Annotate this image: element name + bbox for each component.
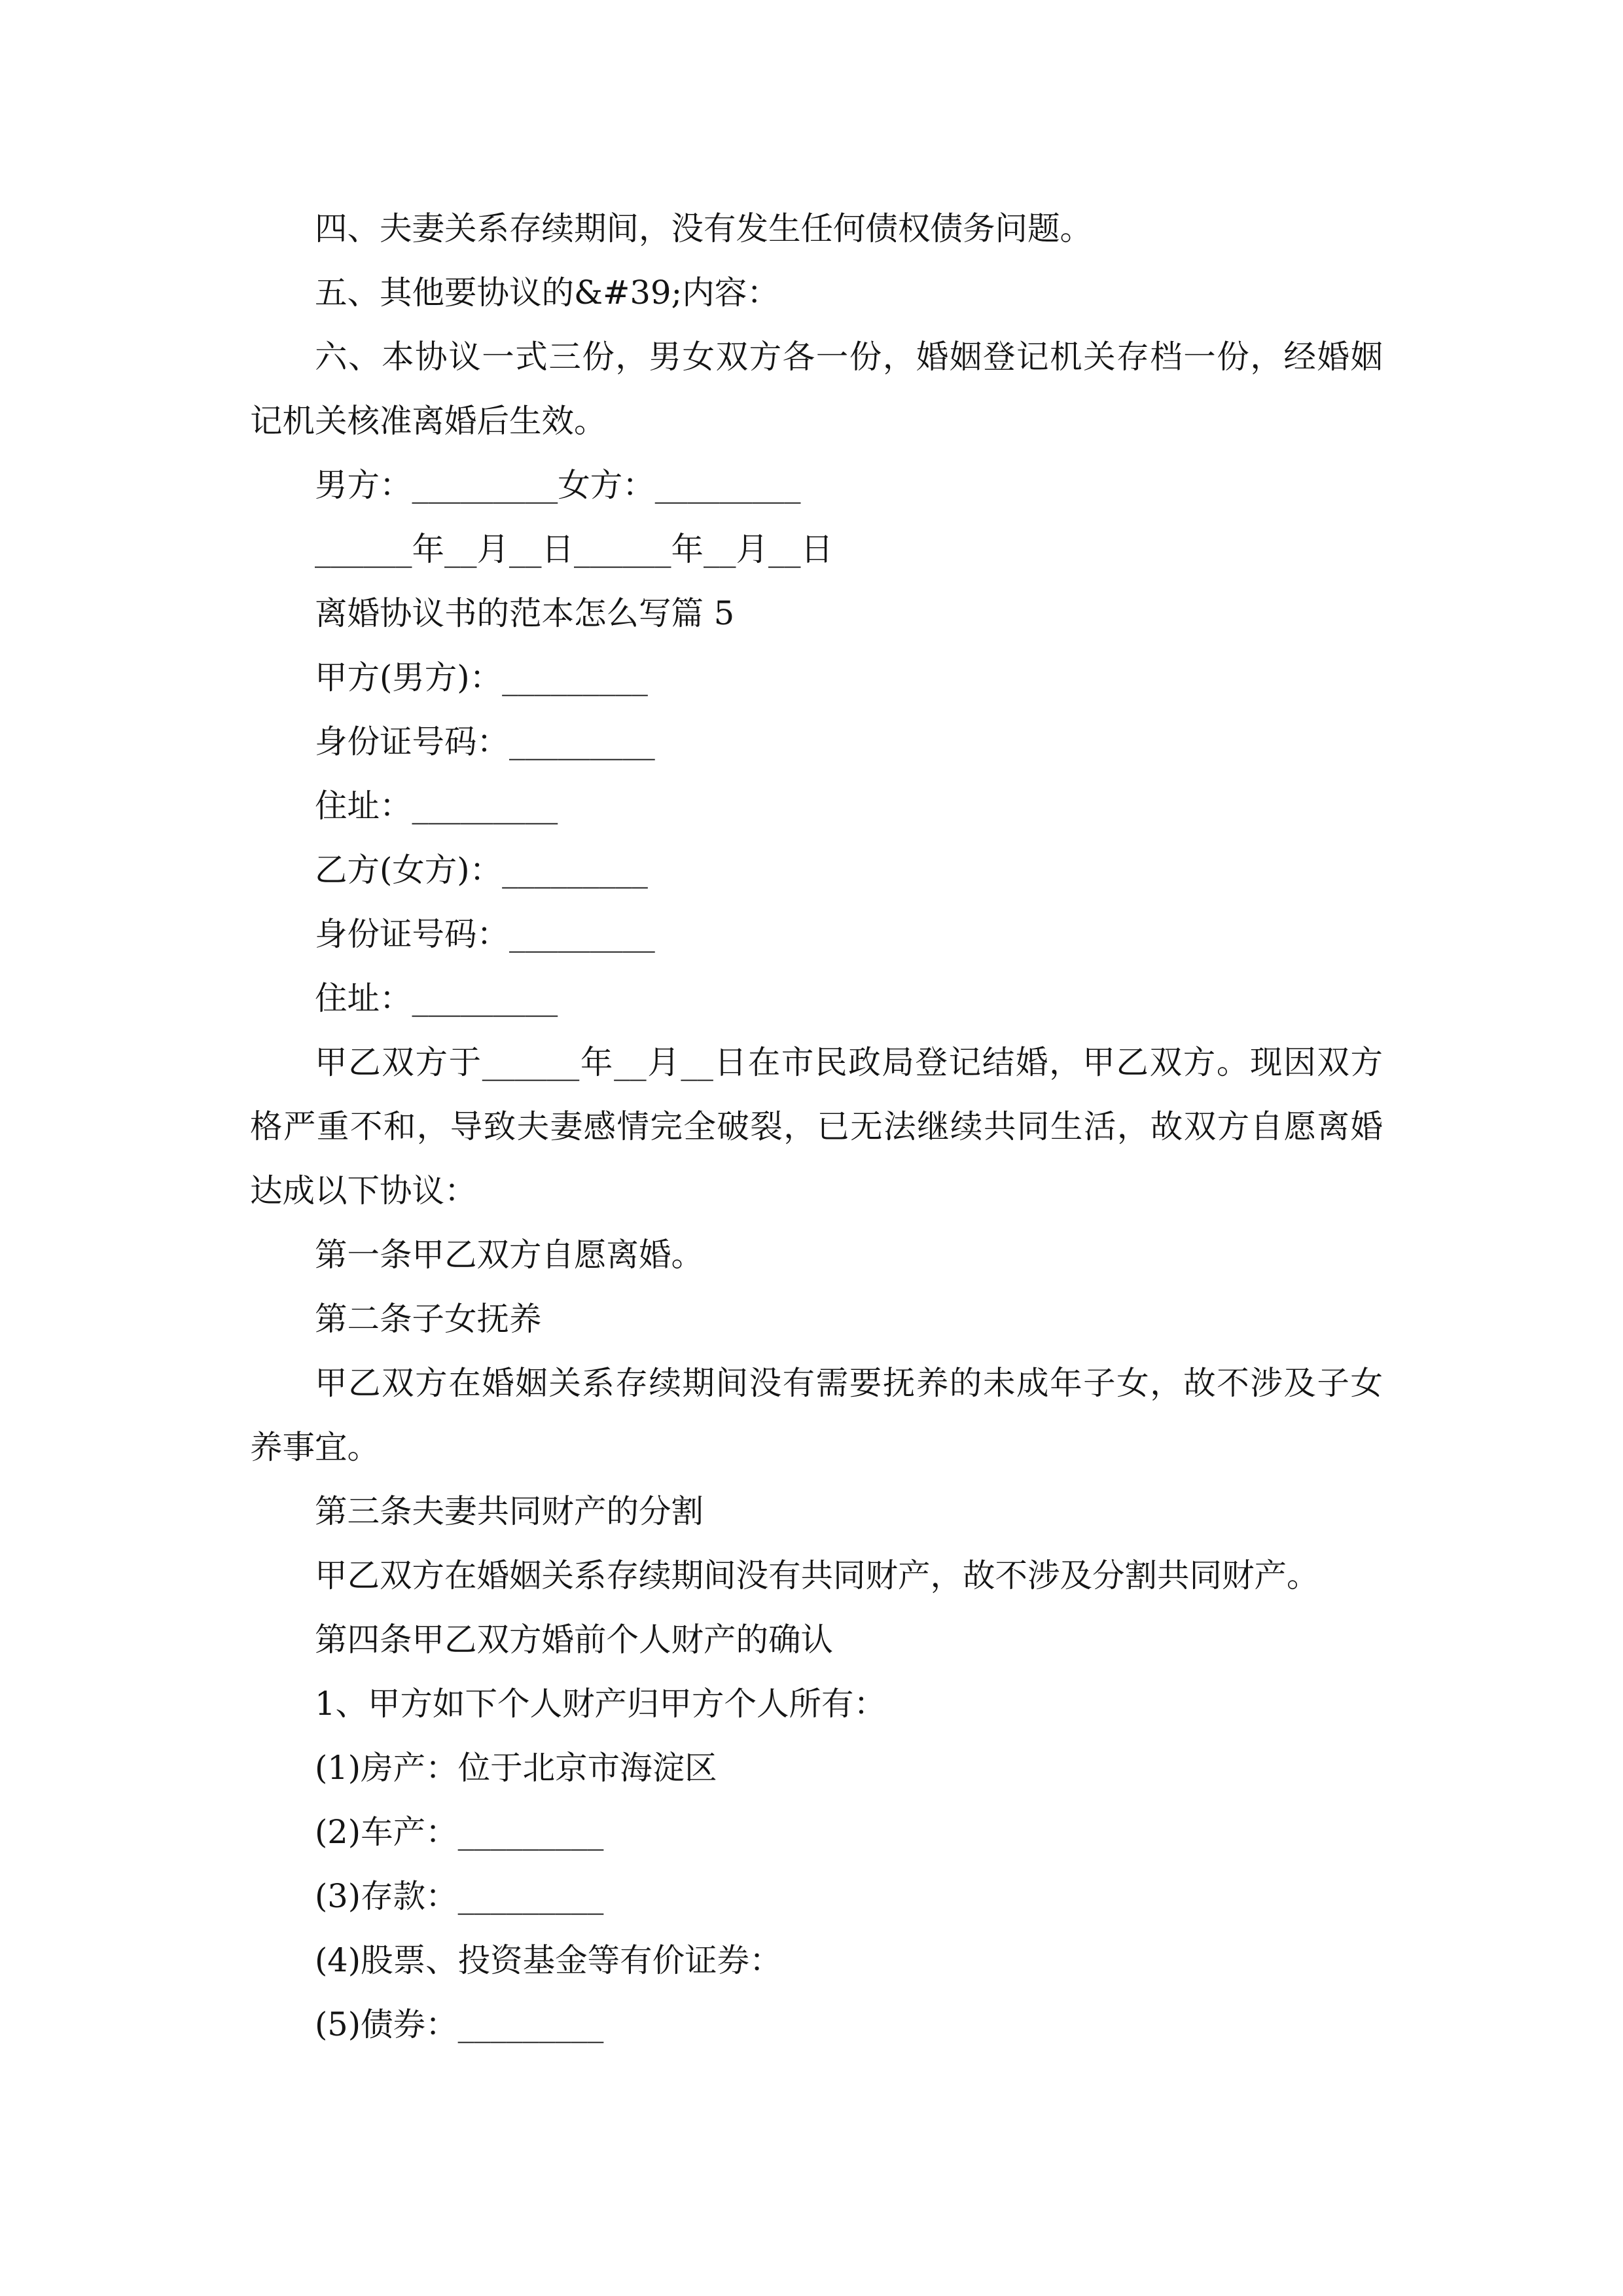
date-line: ______年__月__日______年__月__日 xyxy=(315,530,833,568)
article-3-title: 第三条夫妻共同财产的分割 xyxy=(315,1492,704,1530)
clause-6-line-2: 记机关核准离婚后生效。 xyxy=(250,402,607,440)
document-body xyxy=(250,196,1383,2056)
clause-6-line-1: 六、本协议一式三份，男女双方各一份，婚姻登记机关存档一份，经婚姻 xyxy=(315,338,1383,376)
property-house: (1)房产：位于北京市海淀区 xyxy=(315,1749,717,1787)
property-vehicle: (2)车产：_________ xyxy=(315,1813,604,1851)
preamble-line-3: 达成以下协议： xyxy=(250,1172,477,1210)
article-2-title: 第二条子女抚养 xyxy=(315,1300,542,1338)
article-2-body-line-2: 养事宜。 xyxy=(250,1428,380,1466)
property-bonds: (5)债券：_________ xyxy=(315,2005,604,2043)
article-1: 第一条甲乙双方自愿离婚。 xyxy=(315,1236,704,1274)
property-securities: (4)股票、投资基金等有价证券： xyxy=(315,1941,782,1979)
preamble-line-1: 甲乙双方于______年__月__日在市民政局登记结婚，甲乙双方。现因双方 xyxy=(315,1043,1383,1081)
party-b-name: 乙方(女方)：_________ xyxy=(315,851,648,889)
section-title: 离婚协议书的范本怎么写篇 5 xyxy=(315,594,735,632)
clause-5: 五、其他要协议的&#39;内容： xyxy=(315,274,779,312)
party-b-id-number: 身份证号码：_________ xyxy=(315,915,655,953)
article-4-item-1: 1、甲方如下个人财产归甲方个人所有： xyxy=(315,1685,886,1723)
party-a-id-number: 身份证号码：_________ xyxy=(315,723,655,761)
signature-line: 男方：_________女方：_________ xyxy=(315,466,801,504)
article-2-body-line-1: 甲乙双方在婚姻关系存续期间没有需要抚养的未成年子女，故不涉及子女 xyxy=(315,1364,1383,1402)
party-a-address: 住址：_________ xyxy=(315,787,558,825)
article-4-title: 第四条甲乙双方婚前个人财产的确认 xyxy=(315,1621,833,1659)
preamble-line-2: 格严重不和，导致夫妻感情完全破裂，已无法继续共同生活，故双方自愿离婚 xyxy=(250,1107,1383,1145)
clause-4: 四、夫妻关系存续期间，没有发生任何债权债务问题。 xyxy=(315,209,1092,247)
party-a-name: 甲方(男方)：_________ xyxy=(315,658,648,696)
property-deposits: (3)存款：_________ xyxy=(315,1877,604,1915)
party-b-address: 住址：_________ xyxy=(315,979,558,1017)
article-3-body: 甲乙双方在婚姻关系存续期间没有共同财产，故不涉及分割共同财产。 xyxy=(315,1556,1319,1594)
